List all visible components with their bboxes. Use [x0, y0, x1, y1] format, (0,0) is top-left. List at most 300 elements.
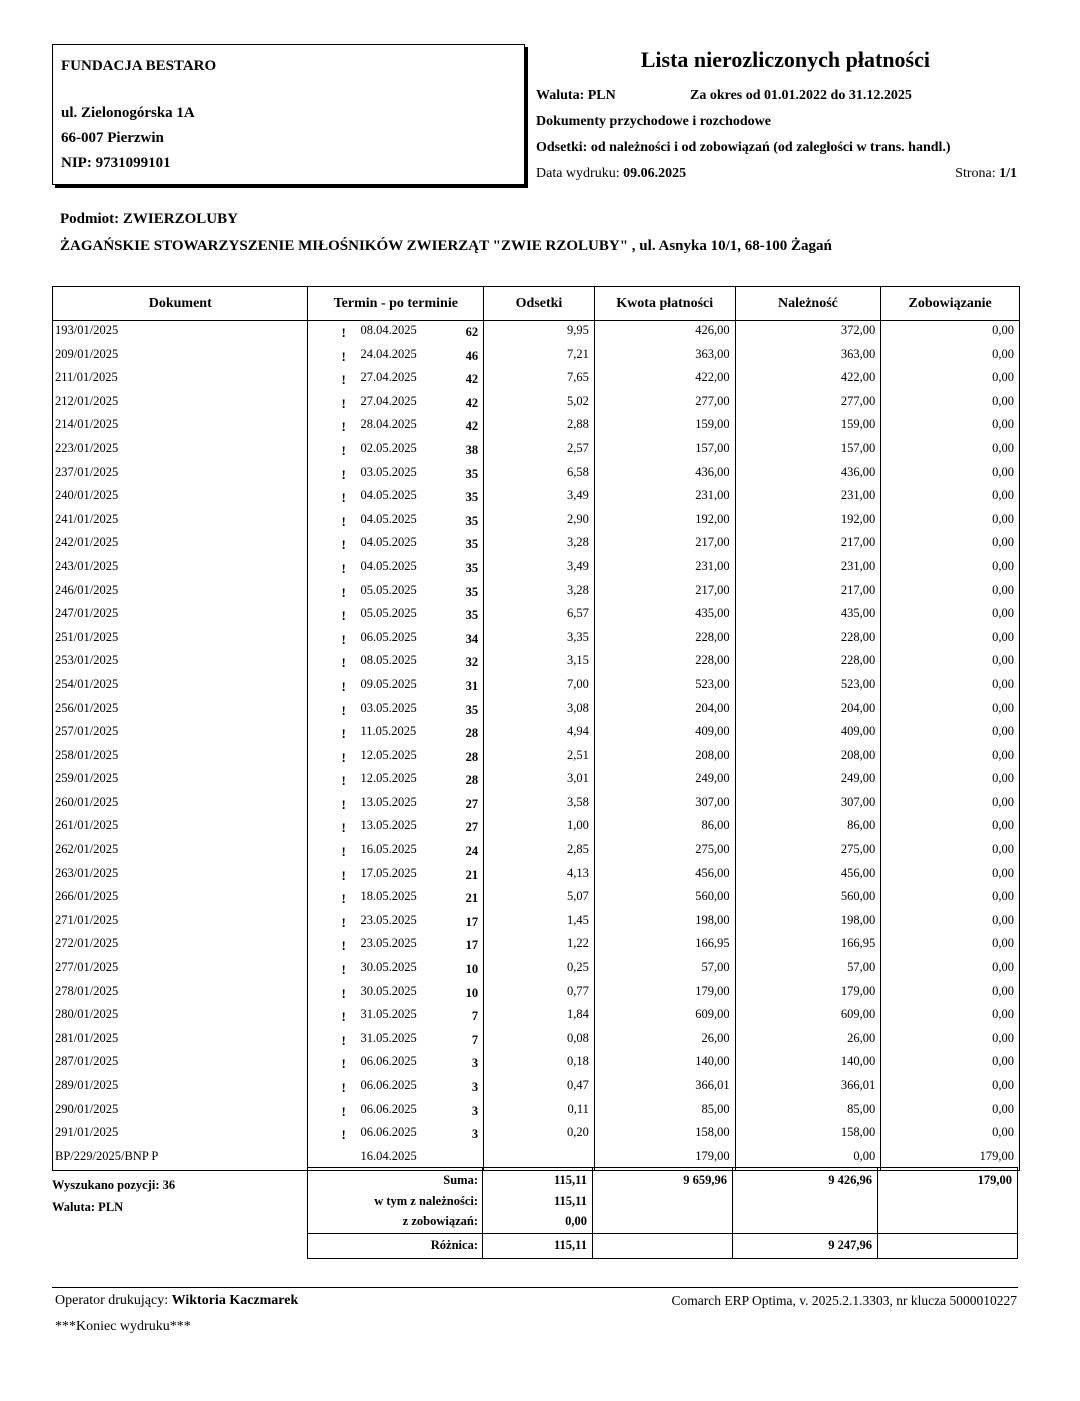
cell-interest: 3,28 — [567, 535, 589, 550]
cell-term — [308, 1076, 483, 1100]
cell-term — [308, 345, 483, 369]
cell-interest: 3,01 — [567, 771, 589, 786]
cell-amount: 422,00 — [695, 370, 730, 385]
cell-interest: 2,57 — [567, 440, 589, 455]
cell-term — [308, 463, 483, 487]
subject-full: ŻAGAŃSKIE STOWARZYSZENIE MIŁOŚNIKÓW ZWIERZĄT "ZWIE RZOLUBY" , ul. Asnyka 10/1, 68-100 Żagań — [60, 238, 832, 254]
cell-liability: 0,00 — [992, 535, 1014, 550]
cell-receivable: 159,00 — [840, 417, 876, 432]
cell-receivable: 86,00 — [847, 818, 876, 833]
overdue-flag: ! — [341, 584, 346, 600]
software-version: Comarch ERP Optima, v. 2025.2.1.3303, nr klucza 5000010227 — [671, 1293, 1017, 1308]
cell-liability: 0,00 — [992, 1007, 1014, 1022]
cell-term — [308, 486, 483, 510]
overdue-flag: ! — [341, 537, 346, 553]
cell-liability: 0,00 — [992, 889, 1014, 904]
cell-document: 254/01/2025 — [55, 676, 119, 691]
cell-amount: 609,00 — [695, 1007, 730, 1022]
overdue-flag: ! — [341, 867, 346, 883]
cell-term — [308, 510, 483, 534]
cell-amount: 192,00 — [695, 511, 730, 526]
cell-amount: 363,00 — [695, 346, 730, 361]
due-date: 11.05.2025 — [360, 724, 417, 739]
cell-receivable: 26,00 — [847, 1030, 876, 1045]
page-value: 1/1 — [999, 166, 1017, 181]
cell-term — [308, 982, 483, 1006]
summary-line-1 — [307, 1167, 308, 1259]
company-nip: NIP: 9731099101 — [61, 155, 171, 171]
period-label: Za okres od 01.01.2022 do 31.12.2025 — [690, 88, 912, 103]
cell-amount: 228,00 — [695, 629, 730, 644]
days-overdue: 7 — [471, 1032, 479, 1047]
cell-liability: 0,00 — [992, 865, 1014, 880]
overdue-flag: ! — [341, 442, 346, 458]
cell-liability: 0,00 — [992, 936, 1014, 951]
cell-liability: 0,00 — [992, 606, 1014, 621]
cell-receivable: 85,00 — [847, 1101, 876, 1116]
days-overdue: 32 — [465, 655, 479, 670]
overdue-flag: ! — [341, 796, 346, 812]
cell-document: 214/01/2025 — [55, 417, 119, 432]
cell-term — [308, 793, 483, 817]
cell-amount: 159,00 — [695, 417, 730, 432]
cell-receivable: 217,00 — [840, 535, 876, 550]
cell-interest: 0,77 — [567, 983, 589, 998]
cell-interest: 3,35 — [567, 629, 589, 644]
cell-liability: 0,00 — [992, 1030, 1014, 1045]
cell-document: 243/01/2025 — [55, 558, 119, 573]
days-overdue: 42 — [465, 372, 479, 387]
due-date: 04.05.2025 — [360, 558, 417, 573]
cell-amount: 198,00 — [695, 912, 730, 927]
cell-term — [308, 675, 483, 699]
due-date: 13.05.2025 — [360, 794, 417, 809]
payments-table — [52, 286, 1020, 1171]
cell-liability: 0,00 — [992, 370, 1014, 385]
cell-interest: 0,08 — [567, 1030, 589, 1045]
cell-amount: 204,00 — [695, 700, 730, 715]
cell-document: 272/01/2025 — [55, 936, 119, 951]
from-receivables-value: 115,11 — [554, 1194, 587, 1208]
due-date: 16.05.2025 — [360, 842, 417, 857]
overdue-flag: ! — [341, 513, 346, 529]
cell-liability: 179,00 — [979, 1148, 1014, 1163]
days-overdue: 17 — [465, 914, 479, 929]
cell-document: 277/01/2025 — [55, 960, 119, 975]
cell-receivable: 409,00 — [840, 724, 876, 739]
due-date: 04.05.2025 — [360, 535, 417, 550]
cell-receivable: 363,00 — [840, 346, 876, 361]
days-overdue: 17 — [465, 938, 479, 953]
overdue-flag: ! — [341, 348, 346, 364]
days-overdue: 3 — [471, 1056, 479, 1071]
cell-document: 258/01/2025 — [55, 747, 119, 762]
cell-interest: 1,45 — [567, 912, 589, 927]
col-term — [308, 321, 484, 1170]
cell-document: 241/01/2025 — [55, 511, 119, 526]
overdue-flag: ! — [341, 372, 346, 388]
diff-receivable: 9 247,96 — [828, 1238, 872, 1252]
cell-document: 257/01/2025 — [55, 724, 119, 739]
from-liabilities-label: z zobowiązań: — [402, 1214, 478, 1228]
cell-interest: 0,18 — [567, 1054, 589, 1069]
cell-receivable: 523,00 — [840, 676, 876, 691]
cell-interest: 9,95 — [567, 323, 589, 337]
due-date: 09.05.2025 — [360, 676, 417, 691]
overdue-flag: ! — [341, 560, 346, 576]
col-receivable — [736, 321, 882, 1170]
cell-term — [308, 769, 483, 793]
summary-mid-line — [307, 1233, 1018, 1234]
cell-amount: 523,00 — [695, 676, 730, 691]
due-date: 05.05.2025 — [360, 606, 417, 621]
cell-document: 260/01/2025 — [55, 794, 119, 809]
due-date: 03.05.2025 — [360, 700, 417, 715]
cell-receivable: 208,00 — [840, 747, 876, 762]
cell-document: 281/01/2025 — [55, 1030, 119, 1045]
cell-amount: 426,00 — [695, 323, 730, 337]
days-overdue: 28 — [465, 773, 479, 788]
cell-liability: 0,00 — [992, 488, 1014, 503]
days-overdue: 3 — [471, 1103, 479, 1118]
cell-receivable: 166,95 — [840, 936, 876, 951]
cell-interest: 1,00 — [567, 818, 589, 833]
cell-interest: 0,11 — [567, 1101, 589, 1116]
cell-interest: 7,00 — [567, 676, 589, 691]
cell-receivable: 204,00 — [840, 700, 876, 715]
cell-document: 253/01/2025 — [55, 653, 119, 668]
days-overdue: 31 — [465, 678, 479, 693]
operator-name: Wiktoria Kaczmarek — [171, 1293, 299, 1308]
summary-line-6 — [1017, 1167, 1018, 1259]
due-date: 13.05.2025 — [360, 818, 417, 833]
days-overdue: 3 — [471, 1127, 479, 1142]
cell-interest: 4,94 — [567, 724, 589, 739]
footer-divider — [52, 1287, 1018, 1288]
cell-document: 280/01/2025 — [55, 1007, 119, 1022]
cell-receivable: 179,00 — [840, 983, 876, 998]
cell-amount: 277,00 — [695, 393, 730, 408]
company-street: ul. Zielonogórska 1A — [61, 105, 195, 121]
days-overdue: 62 — [465, 325, 479, 339]
cell-interest: 4,13 — [567, 865, 589, 880]
company-box — [52, 44, 525, 185]
end-of-print: ***Koniec wydruku*** — [55, 1319, 191, 1334]
overdue-flag: ! — [341, 844, 346, 860]
cell-term — [308, 816, 483, 840]
overdue-flag: ! — [341, 726, 346, 742]
cell-interest: 0,20 — [567, 1125, 589, 1140]
days-overdue: 21 — [465, 867, 479, 882]
overdue-flag: ! — [341, 1103, 346, 1119]
cell-interest: 3,49 — [567, 488, 589, 503]
cell-amount: 275,00 — [695, 842, 730, 857]
cell-document: 193/01/2025 — [55, 323, 119, 337]
cell-amount: 166,95 — [695, 936, 730, 951]
overdue-flag: ! — [341, 395, 346, 411]
cell-interest: 2,85 — [567, 842, 589, 857]
cell-amount: 217,00 — [695, 535, 730, 550]
cell-receivable: 140,00 — [840, 1054, 876, 1069]
overdue-flag: ! — [341, 702, 346, 718]
overdue-flag: ! — [341, 631, 346, 647]
cell-receivable: 198,00 — [840, 912, 876, 927]
due-date: 23.05.2025 — [360, 912, 417, 927]
overdue-flag: ! — [341, 773, 346, 789]
days-overdue: 35 — [465, 560, 479, 575]
due-date: 12.05.2025 — [360, 771, 417, 786]
cell-amount: 231,00 — [695, 558, 730, 573]
table-body — [53, 321, 1019, 1170]
cell-liability: 0,00 — [992, 1054, 1014, 1069]
due-date: 06.06.2025 — [360, 1125, 417, 1140]
days-overdue: 21 — [465, 891, 479, 906]
cell-liability: 0,00 — [992, 747, 1014, 762]
overdue-flag: ! — [341, 914, 346, 930]
cell-document: 209/01/2025 — [55, 346, 119, 361]
cell-term — [308, 368, 483, 392]
due-date: 06.06.2025 — [360, 1078, 417, 1092]
cell-amount: 158,00 — [695, 1125, 730, 1140]
days-overdue: 27 — [465, 820, 479, 835]
cell-liability: 0,00 — [992, 323, 1014, 337]
overdue-flag: ! — [341, 608, 346, 624]
cell-amount: 231,00 — [695, 488, 730, 503]
col-header-term: Termin - po terminie — [308, 287, 484, 320]
due-date: 27.04.2025 — [360, 370, 417, 385]
operator — [55, 1293, 298, 1309]
cell-document: 290/01/2025 — [55, 1101, 119, 1116]
cell-receivable: 231,00 — [840, 488, 876, 503]
cell-amount: 560,00 — [695, 889, 730, 904]
cell-document: 246/01/2025 — [55, 582, 119, 597]
cell-document: 278/01/2025 — [55, 983, 119, 998]
cell-receivable: 436,00 — [840, 464, 876, 479]
due-date: 06.06.2025 — [360, 1101, 417, 1116]
cell-document: 263/01/2025 — [55, 865, 119, 880]
cell-amount: 86,00 — [701, 818, 730, 833]
days-overdue: 38 — [465, 442, 479, 457]
cell-receivable: 277,00 — [840, 393, 876, 408]
cell-receivable: 228,00 — [840, 629, 876, 644]
due-date: 08.05.2025 — [360, 653, 417, 668]
cell-interest: 1,22 — [567, 936, 589, 951]
cell-term — [308, 557, 483, 581]
cell-interest: 6,58 — [567, 464, 589, 479]
cell-receivable: 249,00 — [840, 771, 876, 786]
cell-term — [308, 958, 483, 982]
col-header-liability: Zobowiązanie — [908, 295, 992, 311]
cell-term — [308, 746, 483, 770]
cell-term — [308, 651, 483, 675]
days-overdue: 35 — [465, 466, 479, 481]
cell-term — [308, 911, 483, 935]
days-overdue: 42 — [465, 395, 479, 410]
days-overdue: 35 — [465, 513, 479, 528]
cell-amount: 228,00 — [695, 653, 730, 668]
cell-receivable: 228,00 — [840, 653, 876, 668]
cell-liability: 0,00 — [992, 676, 1014, 691]
from-receivables-label: w tym z należności: — [374, 1194, 478, 1208]
cell-amount: 208,00 — [695, 747, 730, 762]
cell-document: 266/01/2025 — [55, 889, 119, 904]
cell-liability: 0,00 — [992, 582, 1014, 597]
overdue-flag: ! — [341, 1032, 346, 1048]
cell-document: 287/01/2025 — [55, 1054, 119, 1069]
cell-term — [308, 1029, 483, 1053]
overdue-flag: ! — [341, 466, 346, 482]
cell-interest: 3,49 — [567, 558, 589, 573]
cell-liability: 0,00 — [992, 440, 1014, 455]
cell-liability: 0,00 — [992, 653, 1014, 668]
cell-amount: 307,00 — [695, 794, 730, 809]
cell-term — [308, 604, 483, 628]
cell-amount: 157,00 — [695, 440, 730, 455]
cell-receivable: 275,00 — [840, 842, 876, 857]
cell-term — [308, 1100, 483, 1124]
due-date: 31.05.2025 — [360, 1030, 417, 1045]
cell-document: 262/01/2025 — [55, 842, 119, 857]
cell-receivable: 307,00 — [840, 794, 876, 809]
operator-label: Operator drukujący: — [55, 1293, 169, 1308]
cell-document: 212/01/2025 — [55, 393, 119, 408]
cell-interest: 7,65 — [567, 370, 589, 385]
cell-liability: 0,00 — [992, 1125, 1014, 1140]
cell-amount: 57,00 — [701, 960, 730, 975]
due-date: 31.05.2025 — [360, 1007, 417, 1022]
due-date: 27.04.2025 — [360, 393, 417, 408]
col-document — [53, 321, 308, 1170]
cell-document: BP/229/2025/BNP P — [55, 1148, 159, 1163]
print-date — [536, 166, 686, 182]
sum-liability: 179,00 — [977, 1173, 1012, 1187]
cell-term — [308, 1123, 483, 1147]
due-date: 18.05.2025 — [360, 889, 417, 904]
cell-receivable: 560,00 — [840, 889, 876, 904]
days-overdue: 7 — [471, 1009, 479, 1024]
due-date: 30.05.2025 — [360, 960, 417, 975]
interest-label: Odsetki: od należności i od zobowiązań (od zaległości w trans. handl.) — [536, 140, 951, 155]
cell-term — [308, 887, 483, 911]
sum-receivable: 9 426,96 — [828, 1173, 872, 1187]
cell-receivable: 231,00 — [840, 558, 876, 573]
days-overdue: 35 — [465, 490, 479, 505]
col-header-interest: Odsetki — [484, 287, 595, 320]
cell-interest: 1,84 — [567, 1007, 589, 1022]
col-liability — [881, 321, 1019, 1170]
cell-document: 211/01/2025 — [55, 370, 118, 385]
found-count: Wyszukano pozycji: 36 — [52, 1178, 176, 1192]
cell-interest: 0,47 — [567, 1078, 589, 1092]
cell-term — [308, 439, 483, 463]
cell-amount: 436,00 — [695, 464, 730, 479]
cell-term — [308, 533, 483, 557]
summary-currency: Waluta: PLN — [52, 1200, 124, 1214]
cell-liability: 0,00 — [992, 1101, 1014, 1116]
cell-liability: 0,00 — [992, 983, 1014, 998]
cell-amount: 85,00 — [701, 1101, 730, 1116]
cell-interest: 2,90 — [567, 511, 589, 526]
cell-receivable: 192,00 — [840, 511, 876, 526]
cell-receivable: 422,00 — [840, 370, 876, 385]
cell-document: 242/01/2025 — [55, 535, 119, 550]
cell-document: 237/01/2025 — [55, 464, 119, 479]
days-overdue: 42 — [465, 419, 479, 434]
sum-amount: 9 659,96 — [683, 1173, 727, 1187]
summary-bottom-line — [307, 1258, 1018, 1259]
col-header-document: Dokument — [53, 287, 308, 320]
col-header-amount: Kwota płatności — [595, 287, 736, 320]
currency-label: Waluta: PLN — [536, 88, 616, 103]
diff-label: Różnica: — [430, 1238, 478, 1252]
cell-term — [308, 1052, 483, 1076]
days-overdue: 35 — [465, 608, 479, 623]
cell-term — [308, 840, 483, 864]
cell-term — [308, 628, 483, 652]
cell-document: 223/01/2025 — [55, 440, 119, 455]
cell-receivable: 158,00 — [840, 1125, 876, 1140]
cell-liability: 0,00 — [992, 842, 1014, 857]
cell-amount: 179,00 — [695, 1148, 730, 1163]
due-date: 04.05.2025 — [360, 488, 417, 503]
cell-interest: 2,88 — [567, 417, 589, 432]
overdue-flag: ! — [341, 985, 346, 1001]
cell-liability: 0,00 — [992, 960, 1014, 975]
due-date: 06.06.2025 — [360, 1054, 417, 1069]
col-header-receivable: Należność — [736, 287, 882, 320]
from-liabilities-value: 0,00 — [565, 1214, 587, 1228]
cell-term — [308, 321, 483, 345]
cell-liability: 0,00 — [992, 464, 1014, 479]
overdue-flag: ! — [341, 962, 346, 978]
cell-term — [308, 415, 483, 439]
company-city: 66-007 Pierzwin — [61, 130, 164, 146]
days-overdue: 10 — [465, 985, 479, 1000]
overdue-flag: ! — [341, 678, 346, 694]
cell-receivable: 372,00 — [840, 323, 876, 337]
due-date: 24.04.2025 — [360, 346, 417, 361]
due-date: 23.05.2025 — [360, 936, 417, 951]
due-date: 30.05.2025 — [360, 983, 417, 998]
cell-term — [308, 864, 483, 888]
overdue-flag: ! — [341, 1080, 346, 1095]
days-overdue: 34 — [465, 631, 479, 646]
days-overdue: 35 — [465, 537, 479, 552]
cell-interest: 3,15 — [567, 653, 589, 668]
cell-term — [308, 722, 483, 746]
due-date: 04.05.2025 — [360, 511, 417, 526]
days-overdue: 46 — [465, 348, 479, 363]
cell-amount: 409,00 — [695, 724, 730, 739]
cell-interest: 5,02 — [567, 393, 589, 408]
company-name: FUNDACJA BESTARO — [61, 58, 217, 74]
cell-liability: 0,00 — [992, 912, 1014, 927]
cell-liability: 0,00 — [992, 771, 1014, 786]
due-date: 03.05.2025 — [360, 464, 417, 479]
col-amount — [595, 321, 736, 1170]
cell-receivable: 609,00 — [840, 1007, 876, 1022]
cell-interest: 7,21 — [567, 346, 589, 361]
cell-liability: 0,00 — [992, 393, 1014, 408]
doc-types-label: Dokumenty przychodowe i rozchodowe — [536, 114, 772, 129]
print-date-value: 09.06.2025 — [623, 166, 687, 181]
cell-interest: 5,07 — [567, 889, 589, 904]
cell-document: 289/01/2025 — [55, 1078, 119, 1092]
cell-term — [308, 1005, 483, 1029]
cell-term — [308, 934, 483, 958]
cell-interest: 0,25 — [567, 960, 589, 975]
cell-document: 259/01/2025 — [55, 771, 119, 786]
